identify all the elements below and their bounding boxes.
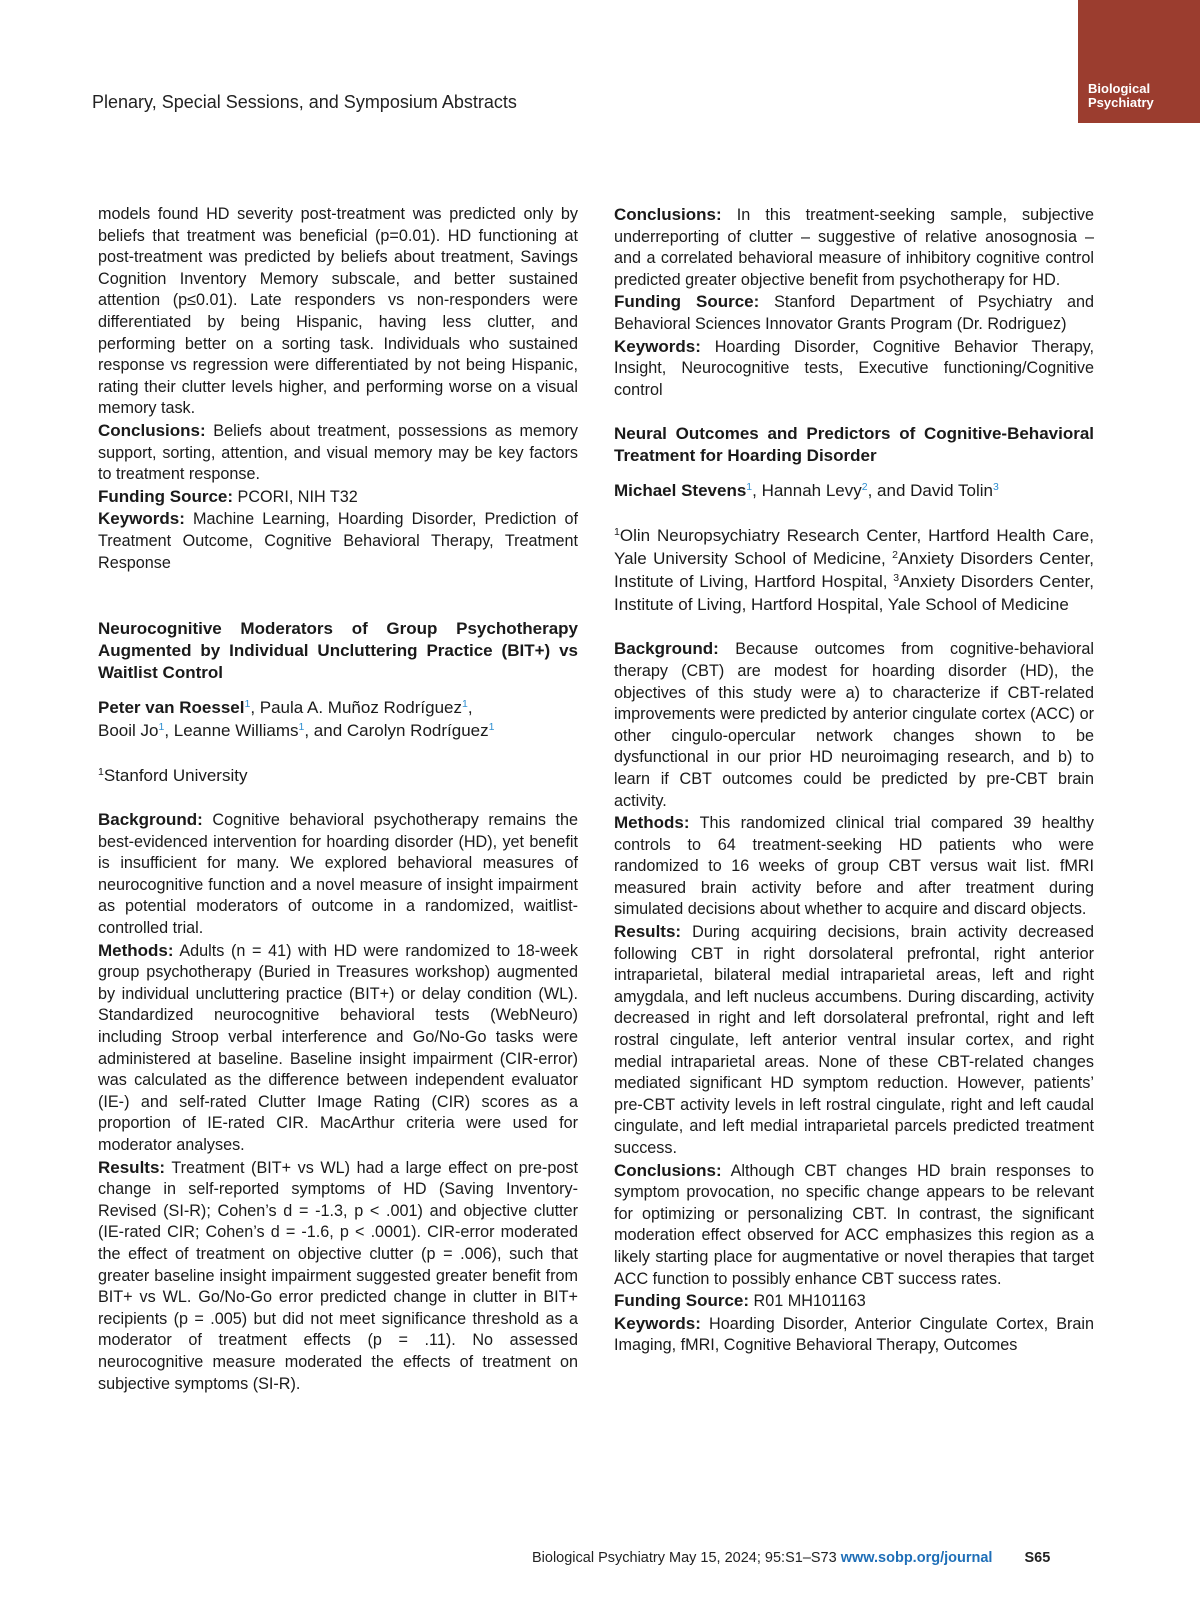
journal-logo-line1: Biological [1088, 81, 1151, 96]
funding-label: Funding Source: [614, 292, 760, 312]
conclusions-paragraph: Conclusions: In this treatment-seeking sample, subjective underreporting of clutter – suggestive of relative anosognosia – and a correlated behavioral measure of inhibitory cognitive control predicted greater objective benefit from psychotherapy for HD. [614, 205, 1095, 289]
author-list: Peter van Roessel$^1$, Paula A. Muñoz Rodríguez$^1$, Booil Jo$^1$, Leanne Williams$^1$, and Carolyn Rodríguez$^1$ [98, 698, 495, 741]
keywords-paragraph: Keywords: Machine Learning, Hoarding Disorder, Prediction of Treatment Outcome, Cognitive Behavioral Therapy, Treatment Response [98, 509, 578, 572]
results-label: Results: [98, 1157, 166, 1177]
affiliation-ref[interactable]: 1 [488, 721, 495, 734]
affiliation-ref[interactable]: 2 [861, 481, 868, 494]
conclusions-label: Conclusions: [614, 205, 722, 224]
background-paragraph: Background: Cognitive behavioral psychotherapy remains the best-evidenced intervention for hoarding disorder (HD), yet benefit is insufficient for many. We explored behavioral measures of neurocognitive function and a novel measure of insight impairment as potential moderators of outcome in a randomized, waitlist-controlled trial. [98, 810, 579, 938]
page-footer [532, 1550, 1050, 1566]
affiliation-ref[interactable]: 1 [244, 698, 251, 711]
conclusions-label: Conclusions: [98, 420, 206, 440]
funding-paragraph: Funding Source: PCORI, NIH T32 [98, 486, 358, 506]
keywords-label: Keywords: [614, 336, 701, 356]
background-label: Background: [614, 639, 719, 659]
author-list: Michael Stevens$^1$, Hannah Levy$^2$, and David Tolin$^3$ [614, 481, 999, 501]
methods-paragraph: Methods: This randomized clinical trial compared 39 healthy controls to 64 treatment-seeking HD patients who were randomized to 16 weeks of group CBT versus wait list. fMRI measured brain activity before and after treatment during simulated decisions about whether to acquire and discard objects. [614, 813, 1094, 919]
methods-label: Methods: [98, 940, 174, 960]
journal-logo-line2: Psychiatry [1088, 95, 1154, 110]
conclusions-paragraph: Conclusions: Beliefs about treatment, possessions as memory support, sorting, attention, and visual memory may be key factors to treatment response. [98, 420, 578, 484]
journal-url-link[interactable]: www.sobp.org/journal [840, 1550, 993, 1566]
funding-label: Funding Source: [614, 1291, 750, 1311]
footer-citation: Biological Psychiatry May 15, 2024; 95:S1–S73 [532, 1550, 837, 1566]
journal-logo-badge [1078, 0, 1200, 123]
keywords-paragraph: Keywords: Hoarding Disorder, Cognitive Behavior Therapy, Insight, Neurocognitive tests, Executive functioning/Cognitive control [614, 336, 1095, 399]
conclusions-paragraph: Conclusions: Although CBT changes HD brain responses to symptom provocation, no specific change appears to be relevant for optimizing or personalizing CBT. In contrast, the significant moderation effect observed for ACC emphasizes this region as a likely starting place for augmentative or novel therapies that target ACC function to possibly enhance CBT success rates. [614, 1160, 1094, 1288]
affiliation-ref[interactable]: 1 [462, 698, 468, 711]
running-head: Plenary, Special Sessions, and Symposium Abstracts [92, 92, 517, 112]
conclusions-label: Conclusions: [614, 1160, 722, 1180]
right-column [614, 204, 1094, 1357]
abstract-title: Neurocognitive Moderators of Group Psychotherapy Augmented by Individual Uncluttering Practice (BIT+) vs Waitlist Control [98, 619, 578, 683]
page-number: S65 [1024, 1550, 1051, 1566]
methods-paragraph: Methods: Adults (n = 41) with HD were randomized to 18-week group psychotherapy (Buried in Treasures workshop) augmented by individual uncluttering practice (BIT+) or delay condition (WL). Standardized neurocognitive behavioral tests (WebNeuro) including Stroop verbal interference and Go/No-Go tasks were administered at baseline. Baseline insight impairment (CIR-error) was calculated as the difference between independent evaluator (IE-) and self-rated Clutter Image Rating (CIR) scores as a proportion of IE-rated CIR. MacArthur criteria were used for moderator analyses. [98, 940, 578, 1154]
results-label: Results: [614, 922, 682, 942]
affiliation: $^1$Stanford University [98, 766, 248, 786]
results-paragraph: Results: During acquiring decisions, brain activity decreased following CBT in right dorsolateral prefrontal, right anterior intraparietal, bilateral medial intraparietal areas, left and right amygdala, and left nucleus accumbens. During discarding, activity decreased in right and left dorsolateral prefrontal, right and left rostral cingulate, left anterior ventral insular cortex, and right medial intraparietal areas. None of these CBT-related changes mediated significant HD symptom reduction. However, patients’ pre-CBT activity levels in left rostral cingulate, right and left caudal cingulate, and left medial intraparietal parcels predicted treatment success. [614, 922, 1095, 1157]
funding-paragraph: Funding Source: R01 MH101163 [614, 1291, 866, 1311]
left-column [98, 204, 578, 1395]
methods-label: Methods: [614, 813, 690, 833]
continued-paragraph: models found HD severity post-treatment was predicted only by beliefs that treatment was beneficial (p=0.01). HD functioning at post-treatment was predicted by beliefs about treatment, Savings Cognition Inventory Memory subscale, and better sustained attention (p≤0.01). Late responders vs non-responders were differentiated by being Hispanic, having less clutter, and performing better on a sorting task. Individuals who sustained response vs regression were differentiated by not being Hispanic, rating their clutter levels higher, and performing worse on a visual memory task. [98, 205, 578, 418]
affiliation-ref[interactable]: 1 [298, 721, 305, 734]
background-label: Background: [98, 810, 203, 830]
results-paragraph: Results: Treatment (BIT+ vs WL) had a large effect on pre-post change in self-reported symptoms of HD (Saving Inventory-Revised (SI-R); Cohen’s d = -1.3, p < .001) and objective clutter (IE-rated CIR; Cohen’s d = -1.6, p < .0001). CIR-error moderated the effect of treatment on objective clutter (p = .006), such that greater baseline insight impairment suggested greater benefit from BIT+ vs WL. Go/No-Go error predicted change in clutter in BIT+ recipients (p = .005) but did not meet significance threshold as a moderator of treatment effects (p = .11). No assessed neurocognitive measure moderated the effects of treatment on subjective symptoms (SI-R). [98, 1157, 578, 1393]
affiliation-ref[interactable]: 3 [992, 481, 999, 494]
affiliation-ref[interactable]: 1 [158, 721, 165, 734]
abstract-title: Neural Outcomes and Predictors of Cognitive-Behavioral Treatment for Hoarding Disorder [614, 424, 1094, 466]
affiliation-ref[interactable]: 1 [746, 481, 753, 494]
background-paragraph: Background: Because outcomes from cognitive-behavioral therapy (CBT) are modest for hoarding disorder (HD), the objectives of this study were a) to characterize if CBT-related improvements were predicted by anterior cingulate cortex (ACC) or other cingulo-opercular network changes shown to be dysfunctional in our prior HD neuroimaging research, and b) to learn if CBT outcomes could be predicted by pre-CBT brain activity. [614, 639, 1095, 810]
keywords-label: Keywords: [98, 509, 185, 529]
affiliation-list: $^1$Olin Neuropsychiatry Research Center, Hartford Health Care, Yale University School of Medicine, $^2$Anxiety Disorders Center, Institute of Living, Hartford Hospital, $^3$Anxiety Disorders Center, Institute of Living, Hartford Hospital, Yale School of Medicine [614, 526, 1094, 615]
keywords-paragraph: Keywords: Hoarding Disorder, Anterior Cingulate Cortex, Brain Imaging, fMRI, Cognitive Behavioral Therapy, Outcomes [614, 1313, 1094, 1355]
funding-label: Funding Source: [98, 486, 234, 506]
keywords-label: Keywords: [614, 1313, 701, 1333]
funding-paragraph: Funding Source: Stanford Department of Psychiatry and Behavioral Sciences Innovator Grants Program (Dr. Rodriguez) [614, 292, 1094, 333]
